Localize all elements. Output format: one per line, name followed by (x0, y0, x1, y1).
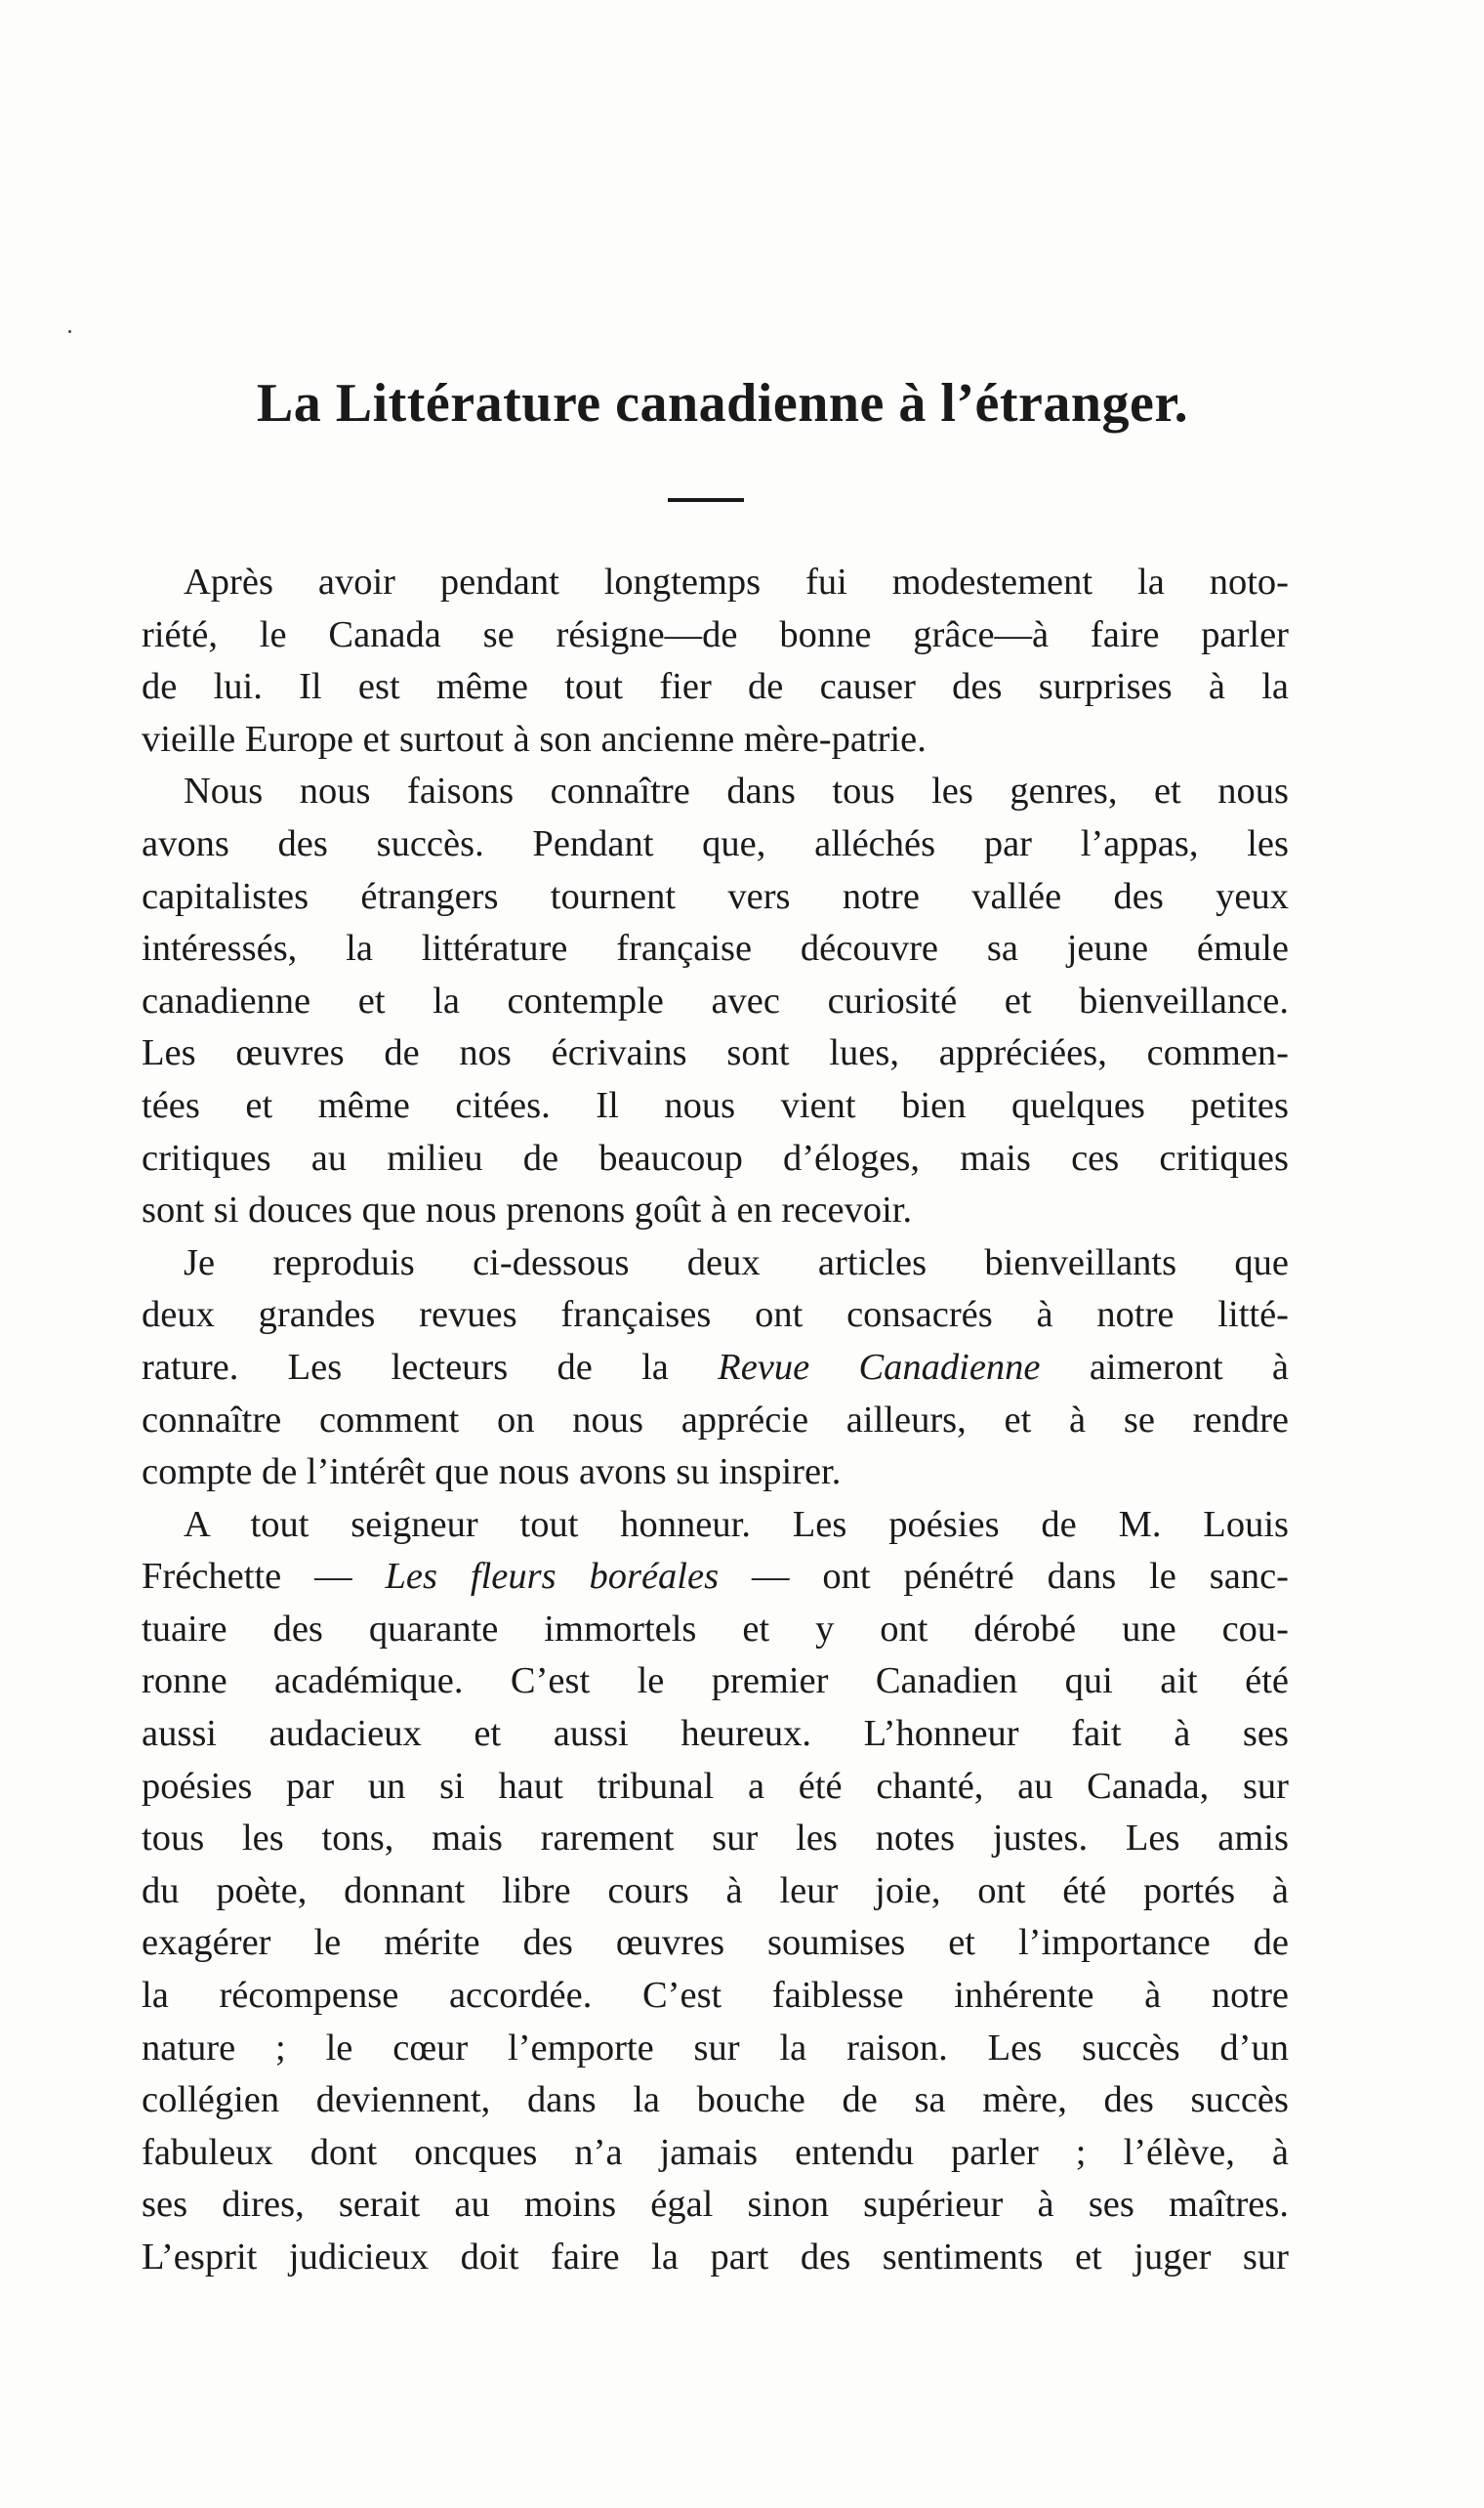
text-line-with-italic (142, 1551, 1289, 1604)
text-line: ronne académique. C’est le premier Canadien qui ait été (142, 1660, 1289, 1702)
text-line: aussi audacieux et aussi heureux. L’honneur fait à ses (142, 1713, 1289, 1755)
text-line: exagérer le mérite des œuvres soumises et l’importance de (142, 1922, 1289, 1964)
text-line: ses dires, serait au moins égal sinon supérieur à ses maîtres. (142, 2184, 1289, 2226)
paragraph-2 (142, 766, 1289, 1236)
text-line: L’esprit judicieux doit faire la part des sentiments et juger sur (142, 2236, 1289, 2278)
text-line: la récompense accordée. C’est faiblesse inhérente à notre (142, 1975, 1289, 2017)
title-rule (668, 498, 744, 502)
page-title: La Littérature canadienne à l’étranger. (256, 373, 1189, 434)
text-line: collégien deviennent, dans la bouche de sa mère, des succès (142, 2079, 1289, 2121)
text-line: avons des succès. Pendant que, alléchés par l’appas, les (142, 822, 1289, 864)
text-line: Nous nous faisons connaître dans tous les genres, et nous (184, 771, 1289, 813)
text-line: nature ; le cœur l’emporte sur la raison. Les succès d’un (142, 2027, 1289, 2069)
text-line: deux grandes revues françaises ont consacrés à notre litté- (142, 1294, 1289, 1336)
text-line: tées et même citées. Il nous vient bien quelques petites (142, 1084, 1289, 1126)
text-line: du poète, donnant libre cours à leur joie, ont été portés à (142, 1869, 1289, 1911)
text-line: canadienne et la contemple avec curiosité et bienveillance. (142, 980, 1289, 1022)
paragraph-1 (142, 557, 1289, 766)
paragraph-3 (142, 1237, 1289, 1499)
text-segment: aimeront à (1089, 1346, 1290, 1388)
paragraph-4 (142, 1499, 1289, 2284)
text-line: A tout seigneur tout honneur. Les poésies de M. Louis (184, 1503, 1289, 1545)
text-line: riété, le Canada se résigne—de bonne grâce—à faire parler (142, 613, 1289, 655)
text-line: tous les tons, mais rarement sur les notes justes. Les amis (142, 1818, 1289, 1860)
page-speck (68, 330, 71, 333)
body-text (142, 557, 1289, 2284)
text-line: critiques au milieu de beaucoup d’éloges, mais ces critiques (142, 1137, 1289, 1179)
text-line: Les œuvres de nos écrivains sont lues, appréciées, commen- (142, 1032, 1289, 1074)
text-line: capitalistes étrangers tournent vers notre vallée des yeux (142, 875, 1289, 917)
text-line: Après avoir pendant longtemps fui modestement la noto- (184, 562, 1289, 603)
text-line: vieille Europe et surtout à son ancienne mère-patrie. (142, 718, 927, 760)
text-segment: — ont pénétré dans le sanc- (751, 1556, 1289, 1598)
book-title: Les fleurs boréales (385, 1556, 720, 1598)
text-segment: Fréchette — (142, 1556, 352, 1598)
text-line: tuaire des quarante immortels et y ont dérobé une cou- (142, 1608, 1289, 1650)
text-line: sont si douces que nous prenons goût à en recevoir. (142, 1190, 913, 1232)
text-line: compte de l’intérêt que nous avons su inspirer. (142, 1451, 842, 1493)
text-line: poésies par un si haut tribunal a été chanté, au Canada, sur (142, 1765, 1289, 1807)
text-line: Je reproduis ci-dessous deux articles bienveillants que (184, 1241, 1289, 1283)
text-line: connaître comment on nous apprécie ailleurs, et à se rendre (142, 1399, 1289, 1441)
text-line: intéressés, la littérature française découvre sa jeune émule (142, 928, 1289, 970)
text-line: fabuleux dont oncques n’a jamais entendu parler ; l’élève, à (142, 2131, 1289, 2173)
text-segment: rature. Les lecteurs de la (142, 1346, 669, 1388)
journal-title: Revue Canadienne (718, 1346, 1041, 1388)
text-line-with-italic (142, 1342, 1289, 1395)
text-line: de lui. Il est même tout fier de causer des surprises à la (142, 666, 1289, 708)
